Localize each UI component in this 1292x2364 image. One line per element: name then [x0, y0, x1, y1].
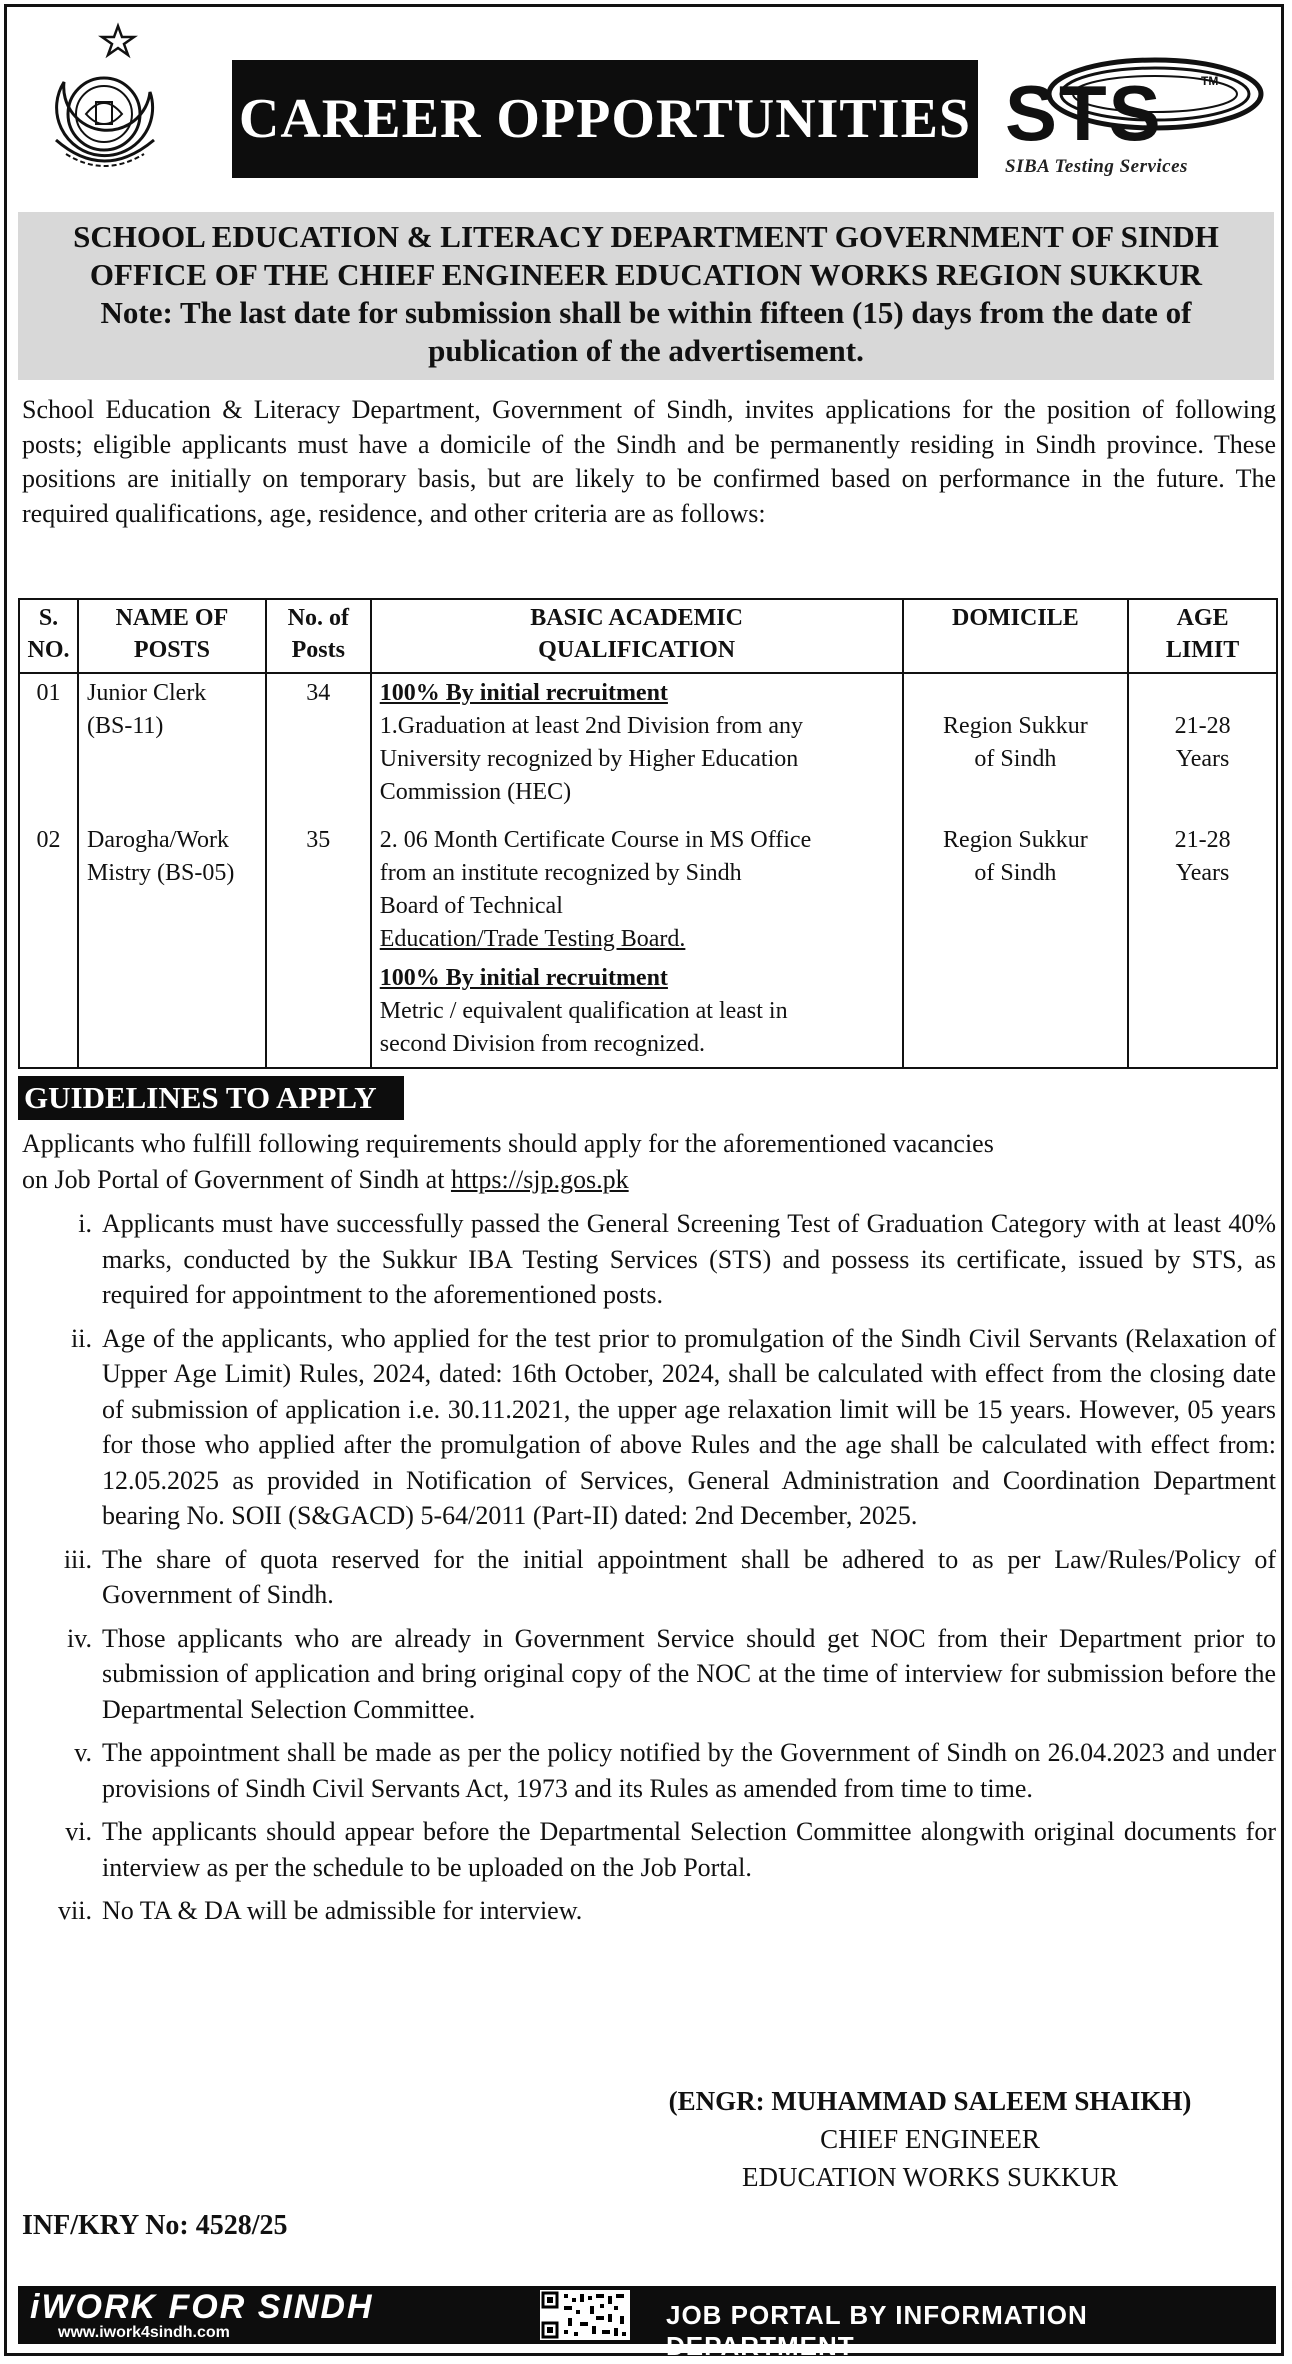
- post-count: 35: [266, 812, 371, 1068]
- guidelines-heading: GUIDELINES TO APPLY: [18, 1076, 404, 1120]
- serial-no: 01: [19, 673, 78, 812]
- job-portal-link[interactable]: https://sjp.gos.pk: [450, 1165, 629, 1194]
- sts-logo: [1005, 48, 1265, 188]
- domicile: Region Sukkur of Sindh: [903, 812, 1129, 1068]
- domicile: Region Sukkur of Sindh: [903, 673, 1129, 812]
- list-item: i. Applicants must have successfully passed the General Screening Test of Graduation Category with at least 40% marks, conducted by the Sukkur IBA Testing Services (STS) and possess its certificate, issued by STS, as required for appointment to the aforementioned posts.: [78, 1209, 1276, 1309]
- trademark-mark: TM: [1201, 74, 1219, 88]
- list-item: ii. Age of the applicants, who applied for the test prior to promulgation of the Sindh Civil Servants (Relaxation of Upper Age Limit) Rules, 2024, dated: 16th October, 2024, shall be calculated with effect from the closing date of submission of application i.e. 30.11.2021, the upper age relaxation limit will be 15 years. However, 05 years for those who applied after the promulgation of above Rules and the age shall be calculated with effect from: 12.05.2025 as provided in Notification of Services, General Administration and Coordination Department bearing No. SOII (S&GACD) 5-64/2011 (Part-II) dated: 2nd December, 2025.: [71, 1323, 1276, 1530]
- header-qualification: BASIC ACADEMIC QUALIFICATION: [371, 599, 903, 673]
- qr-code-icon: [540, 2290, 630, 2340]
- guidelines-intro: Applicants who fulfill following requirements should apply for the aforementioned vacancies on Job Portal of Government of Sindh at https://sjp.gos.pk: [22, 1129, 994, 1194]
- signatory-office: EDUCATION WORKS SUKKUR: [741, 2162, 1119, 2192]
- table-row: [19, 812, 1277, 1068]
- sts-logo-text: STS: [1005, 69, 1163, 157]
- sindh-government-emblem: [42, 22, 162, 182]
- table-header-row: [19, 599, 1277, 673]
- department-banner: [18, 212, 1274, 380]
- sts-logo-subtitle: SIBA Testing Services: [1005, 156, 1188, 177]
- list-item: iv. Those applicants who are already in Government Service should get NOC from their Department prior to submission of application and bring original copy of the NOC at the time of interview for submission before the Departmental Selection Committee.: [66, 1623, 1276, 1724]
- iwork-brand: iWORK FOR SINDH: [30, 2288, 374, 2326]
- list-item: v. The appointment shall be made as per the policy notified by the Government of Sindh on 26.04.2023 and under provisions of Sindh Civil Servants Act, 1973 and its Rules as amended from time to time.: [74, 1738, 1276, 1803]
- deadline-note-line2: publication of the advertisement.: [428, 333, 864, 368]
- department-name: SCHOOL EDUCATION & LITERACY DEPARTMENT GOVERNMENT OF SINDH: [73, 219, 1219, 254]
- post-name: Darogha/Work Mistry (BS-05): [78, 812, 266, 1068]
- header-post-name: NAME OF POSTS: [78, 599, 266, 673]
- guidelines-list: [20, 1206, 1276, 1937]
- qualification: 2. 06 Month Certificate Course in MS Office from an institute recognized by Sindh Board of Technical Education/Trade Testing Board. 100% By initial recruitment Metric / equivalent qualification at least in second Division from recognized.: [371, 812, 903, 1068]
- list-item: vi. The applicants should appear before the Departmental Selection Committee alongwith original documents for interview as per the schedule to be uploaded on the Job Portal.: [65, 1817, 1276, 1882]
- serial-no: 02: [19, 812, 78, 1068]
- footer-banner: [18, 2286, 1276, 2361]
- signatory-designation: CHIEF ENGINEER: [820, 2124, 1040, 2154]
- footer-website[interactable]: www.iwork4sindh.com: [58, 2324, 230, 2341]
- qualification: 100% By initial recruitment 1.Graduation at least 2nd Division from any University recognized by Higher Education Commission (HEC): [371, 673, 903, 812]
- header-age-limit: AGE LIMIT: [1128, 599, 1277, 673]
- intro-paragraph: School Education & Literacy Department, Government of Sindh, invites applications for the position of following posts; eligible applicants must have a domicile of the Sindh and be permanently residing in Sindh province. These positions are initially on temporary basis, but are likely to be confirmed based on performance in the future. The required qualifications, age, residence, and other criteria are as follows:: [22, 395, 1276, 528]
- list-item: vii. No TA & DA will be admissible for interview.: [58, 1896, 583, 1925]
- deadline-note-line1: Note: The last date for submission shall be within fifteen (15) days from the date of: [100, 295, 1192, 330]
- office-name: OFFICE OF THE CHIEF ENGINEER EDUCATION WORKS REGION SUKKUR: [89, 257, 1203, 292]
- post-count: 34: [266, 673, 371, 812]
- posts-table: [18, 598, 1278, 1069]
- signatory-name: (ENGR: MUHAMMAD SALEEM SHAIKH): [668, 2086, 1192, 2116]
- age-limit: 21-28 Years: [1128, 812, 1277, 1068]
- header-serial-no: S. NO.: [19, 599, 78, 673]
- page-title: CAREER OPPORTUNITIES: [232, 60, 978, 178]
- list-item: iii. The share of quota reserved for the initial appointment shall be adhered to as per Law/Rules/Policy of Government of Sindh.: [63, 1544, 1276, 1609]
- header-domicile: DOMICILE: [903, 599, 1129, 673]
- reference-number: INF/KRY No: 4528/25: [22, 2210, 288, 2241]
- header-post-count: No. of Posts: [266, 599, 371, 673]
- job-portal-label: JOB PORTAL BY INFORMATION DEPARTMENT: [666, 2300, 1088, 2361]
- age-limit: 21-28 Years: [1128, 673, 1277, 812]
- table-row: [19, 673, 1277, 812]
- post-name: Junior Clerk (BS-11): [78, 673, 266, 812]
- signature-block: [600, 2082, 1260, 2196]
